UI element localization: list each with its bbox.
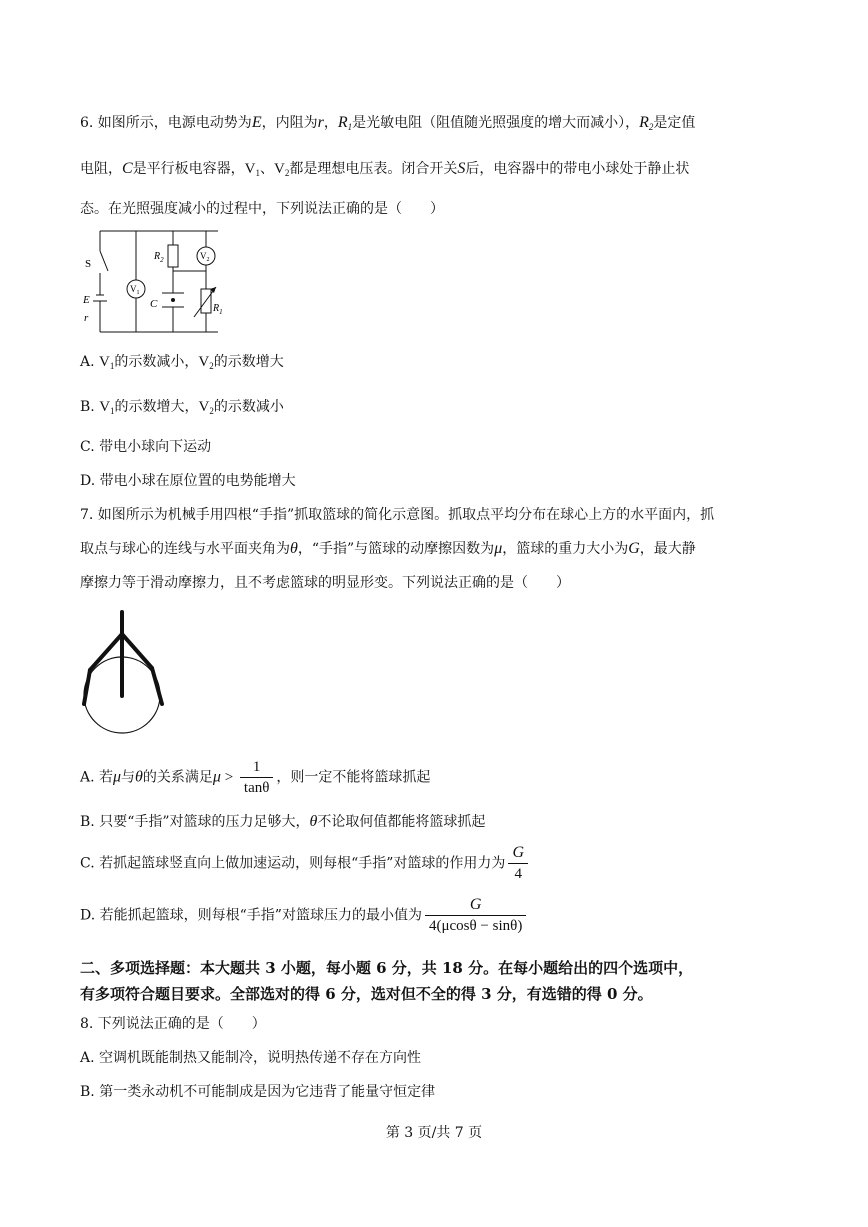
q6-stem-line1: 6. 如图所示，电源电动势为E，内阻为r，$R_1$是光敏电阻（阻值随光照强度的增大而减小），$R_2$是定值 (80, 114, 696, 132)
v1-symbol: $V_1$ (244, 161, 261, 178)
circuit-label-r: r (84, 312, 89, 324)
v2-symbol: $V_2$ (198, 399, 214, 416)
v1-symbol: $V_1$ (99, 399, 115, 416)
q7-stem-line2: 取点与球心的连线与水平面夹角为θ，“手指”与篮球的动摩擦因数为μ，篮球的重力大小为G，最大静 (80, 540, 696, 557)
q8-stem: 8. 下列说法正确的是（ ） (80, 1016, 266, 1032)
q6-option-d: D. 带电小球在原位置的电势能增大 (80, 473, 296, 489)
q6-option-b: B. $V_1$的示数增大，$V_2$的示数减小 (80, 399, 284, 416)
circuit-label-c: C (150, 298, 158, 310)
v2-symbol: $V_2$ (198, 354, 214, 371)
q7-option-d: D. 若能抓起篮球，则每根“手指”对篮球压力的最小值为 $\frac{G}{4(\mu\cos\theta - \sin\theta)}$ (80, 895, 529, 936)
v2-symbol: $V_2$ (274, 161, 290, 178)
r2-symbol: $R_2$ (639, 114, 654, 132)
q7-stem-line1: 7. 如图所示为机械手用四根“手指”抓取篮球的简化示意图。抓取点平均分布在球心上方的水平面内，抓 (80, 507, 715, 523)
circuit-label-e: E (83, 294, 90, 306)
q6-option-a: A. $V_1$的示数减小，$V_2$的示数增大 (80, 354, 284, 371)
circuit-label-r2: $R_2$ (154, 251, 164, 264)
page-footer: 第 3 页/共 7 页 (385, 1125, 483, 1141)
q7-option-a: A. 若μ与θ的关系满足μ > $\frac{1}{\tan\theta}$ ，则一定不能将篮球抓起 (80, 759, 431, 796)
q7-stem-line3: 摩擦力等于滑动摩擦力，且不考虑篮球的明显形变。下列说法正确的是（ ） (80, 575, 570, 591)
v1-symbol: $V_1$ (99, 354, 115, 371)
fraction-one-over-tan: $\frac{1}{\tan\theta}$ (240, 757, 274, 798)
circuit-label-s: S (85, 258, 92, 270)
circuit-diagram (76, 225, 226, 337)
q8-option-b: B. 第一类永动机不可能制成是因为它违背了能量守恒定律 (80, 1084, 436, 1100)
fraction-min-pressure: $\frac{G}{4(\mu\cos\theta - \sin\theta)}$ (425, 895, 526, 936)
basketball-claw-diagram (76, 606, 172, 738)
q6-option-c: C. 带电小球向下运动 (80, 439, 212, 455)
fraction-g-over-4: $\frac{G}{4}$ (508, 843, 528, 884)
circuit-label-v2: $V_2$ (200, 251, 210, 263)
q6-stem-line3: 态。在光照强度减小的过程中，下列说法正确的是（ ） (80, 201, 444, 217)
section-heading-line1: 二、多项选择题：本大题共 3 小题，每小题 6 分，共 18 分。在每小题给出的四个选项中， (80, 959, 694, 977)
r1-symbol: $R_1$ (337, 114, 353, 132)
circuit-label-r1: $R_1$ (213, 303, 223, 316)
q7-option-b: B. 只要“手指”对篮球的压力足够大，θ不论取何值都能将篮球抓起 (80, 813, 486, 830)
q8-option-a: A. 空调机既能制热又能制冷，说明热传递不存在方向性 (80, 1050, 422, 1066)
section-heading-line2: 有多项符合题目要求。全部选对的得 6 分，选对但不全的得 3 分，有选错的得 0 分。 (80, 985, 653, 1003)
circuit-label-v1: $V_1$ (130, 284, 140, 296)
q7-option-c: C. 若抓起篮球竖直向上做加速运动，则每根“手指”对篮球的作用力为 $\frac{G}{4}$ (80, 843, 531, 884)
q6-stem-line2: 电阻，C是平行板电容器，$V_1$、$V_2$都是理想电压表。闭合开关S后，电容器中的带电小球处于静止状 (80, 160, 690, 178)
